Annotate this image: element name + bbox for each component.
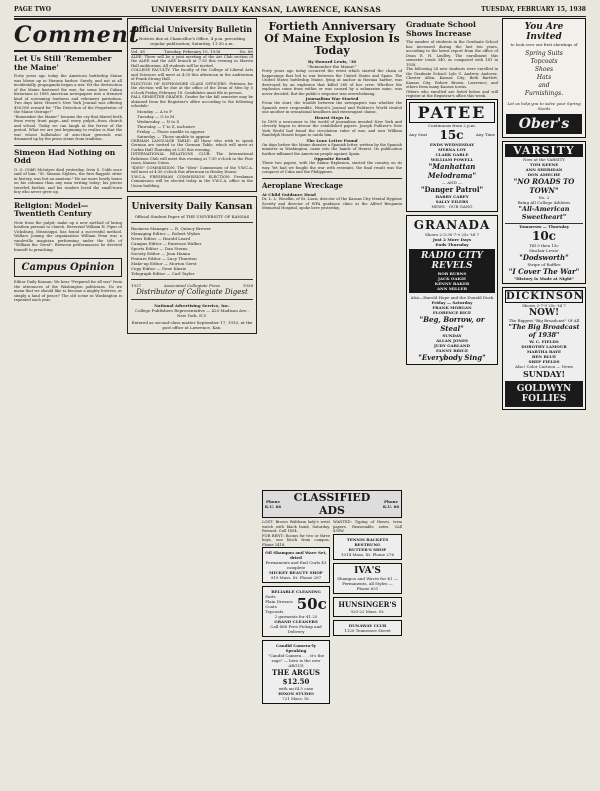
dickinson-shows: Shows 2-7-9 25c 'til 7 <box>522 303 566 308</box>
schedule-row: Saturday — Those unable to appear <box>137 133 210 139</box>
ivas-name: IVA'S <box>354 565 381 576</box>
granada-shows: Shows 2-3:30-7-9 25c 'til 7 <box>424 231 480 237</box>
granada-film-2: "Beg, Borrow, or Steal" <box>419 314 485 333</box>
patee-news: NEWS - OUR GANG <box>431 203 473 209</box>
patee-ad <box>406 99 498 212</box>
classified-title: CLASSIFIED ADS <box>293 491 371 517</box>
staff-row: Campus Editor — Emerson Walker <box>131 240 202 246</box>
candid-text: "Candid Camera . . . it's the rage" — here is the new ARGUS <box>267 653 325 668</box>
granada-star: BOB BURNS <box>437 270 467 276</box>
hunsinger-name: HUNSINGER'S <box>338 599 397 609</box>
classified-item: LOST: Brown Waltham lady's wrist watch with black band, Saturday. Reward. Call 1854. <box>262 520 330 533</box>
patee-any-seat: Any Seat <box>409 132 428 137</box>
dunaway-address: 1120 Tennessee Street <box>344 627 391 633</box>
granada-days: Just 2 More Days <box>432 236 472 242</box>
editorial-paragraph-1: Forty years ago today the American battleship Maine was blown up in Havana harbor. Surely, and not at all incidentally, propaganda began a war. Yet the destruction of the Maine hastened the war; for some later Cuban historians in 1898 American newspapers into a frenzied kind of screaming loudness and vehement patriotism. Two days later, Hearst's New York Journal was offering $50,000 reward for "The Detection of the Perpetrator of the Maine Outrage!" <box>14 74 122 114</box>
feature-subhead: Hearst Steps In <box>314 114 350 120</box>
bulletin-item: INTERNATIONAL RELATIONS CLUB: The International Relations Club will meet this evening at 7:30 o'clock in the Pine room, Kansas Union. <box>131 152 253 165</box>
grad-paragraph: The following 28 new students were enrolled in the Graduate School: Lyle G. Andrew, Andover; Chester Allen, Kansas City; Beth Bartlett, Kansas City; Robert Brown, Lawrence; and others from many Kansas towns. <box>406 67 498 89</box>
feature-paragraph: On days before the Maine disaster a Spanish letter, written by the Spanish minister in Washington, came into the hands of Hearst. Its publication further inflamed the American people against Spain. <box>262 142 402 156</box>
editorial-paragraph-3: O. O. (Odd) McIntyre died yesterday. Irvin S. Cobb once said of him: "St. Simeon Stylites, the first flagpole sitter in history, was but an amateur." He sat more lonely hours on his columns than any man writing today; his pieces traveled farther, and his readers loved the small-town boy who never grew up. <box>14 167 122 194</box>
staff-row: Copy Editor — Gene Kinzie <box>131 265 187 271</box>
staff-row: Telegraph Editor — Carl Taylor <box>131 270 195 276</box>
staff-row: Sports Editor — Dan Sterns <box>131 245 188 251</box>
candid-title: Candid Camera-ly Speaking <box>276 643 316 653</box>
patee-price: 15c <box>439 127 464 142</box>
classified-item: WANTED: Typing of theses, term papers. Reasonable rates. Call 839W. <box>333 520 402 533</box>
cleaning-item: Coats <box>265 604 277 609</box>
shampoo-shop: MICKEY BEAUTY SHOP <box>269 570 323 575</box>
varsity-no: No. 2 <box>538 195 550 200</box>
obers-help: Let us help you to solve your Spring Needs <box>507 101 581 111</box>
staff-row: Make-up Editor — Morton Gerst <box>131 260 197 266</box>
editorial-headline-2: Simeon Had Nothing on Odd <box>14 147 116 165</box>
obers-item: Hats <box>536 74 552 81</box>
cleaning-item: Topcoats <box>265 609 284 614</box>
granada-film: RADIO CITY REVELS <box>421 250 483 271</box>
obers-item: and <box>538 82 550 89</box>
patee-film: "Manhattan Melodrama" <box>427 161 477 180</box>
varsity-star: TOM KEENE <box>529 162 559 167</box>
issue-number: No. 88 <box>239 48 253 54</box>
patee-film-2: "Danger Patrol" <box>420 184 484 194</box>
obers-item: Topcoats <box>530 58 558 65</box>
dickinson-also: Also! Color Cartoon — News <box>514 364 574 369</box>
varsity-author: Sinclair Lewis' <box>529 248 559 253</box>
patee-star: CLARK GABLE <box>435 151 469 157</box>
dickinson-film: "The Big Broadcast of 1938" <box>508 323 580 339</box>
classified-left <box>262 520 330 707</box>
phone-label: Phone <box>265 499 281 504</box>
postal-entry: Entered as second-class matter September 17, 1910, at the post office at Lawrence, Kan. <box>131 319 253 330</box>
campus-opinion-box <box>14 258 122 277</box>
bulletin-item: Y.W.C.A. FRESHMAN COMMISSION ELECTION: Freshman Commission will be elected today in the Y.W.C.A. office in the Union building. <box>131 174 253 188</box>
dickinson-star: SHEP FIELDS <box>528 359 560 364</box>
feature-subhead: Opposite Result <box>314 156 350 161</box>
bulletin-date: Tuesday, February 15, 1938 <box>163 48 221 54</box>
varsity-film-3: "Dodsworth" <box>519 253 569 262</box>
feature-column <box>262 18 402 488</box>
shampoo-title: Oil Shampoo and Wave Set, dried <box>265 550 327 560</box>
patee-star-2: SALLY EILERS <box>435 198 469 204</box>
varsity-name: VARSITY <box>505 144 583 157</box>
bulletin-volume-line <box>131 48 253 55</box>
staff-subtitle: Official Student Paper of THE UNIVERSITY OF KANSAS <box>134 213 250 219</box>
stripe-label: Stripe of Ruffles <box>527 262 561 267</box>
sunday-film: "Everybody Sing" <box>418 352 486 362</box>
editorial-headline-3: Religion: Model—Twentieth Century <box>14 200 92 218</box>
phone-number: K.U. 66 <box>264 504 282 509</box>
staff-row: Managing Editor — Robert Wykes <box>131 230 201 236</box>
ivas-text: Shampoo and Waves for $1 — Permanents, all Styles — Phone 631 <box>337 575 398 591</box>
dickinson-now: NOW! <box>528 308 560 318</box>
classified-item: FOR RENT: Rooms for two or three boys, one block from campus. Phone 2418. <box>262 533 330 547</box>
obers-logo: Ober's <box>506 114 582 134</box>
varsity-star: ANN SHERIDAN <box>525 167 563 172</box>
invite-title: You Are Invited <box>524 22 564 42</box>
schedule-row: Wednesday — N to S <box>137 118 180 124</box>
feature-subhead: Journalism War Started <box>305 96 359 101</box>
ivas-ad <box>333 563 402 594</box>
cleaning-title: RELIABLE CLEANING <box>271 589 321 594</box>
varsity-now: Now at the VARSITY <box>523 157 565 162</box>
shampoo-address: 919 Mass. St. Phone 287 <box>270 575 322 580</box>
classified-columns <box>262 520 402 707</box>
granada-name: GRANADA <box>413 217 491 232</box>
feature-paragraph: From the start, the trouble between the newspapers was whether the Spanish were responsible. Hearst's Journal and Pulitzer's World rivaled one another in sensational headlines and extravagant claims. <box>262 101 402 114</box>
feature-byline: By Howard Lewis, '38 <box>307 59 357 64</box>
varsity-film: "NO ROADS TO TOWN" <box>513 177 575 195</box>
patee-star: WILLIAM POWELL <box>430 156 474 162</box>
granada-ends: Ends Thursday <box>435 241 469 247</box>
varsity-tonight: Tomorrow — Thursday <box>505 223 583 229</box>
shampoo-ad <box>262 547 330 583</box>
national-advertising: National Advertising Service, Inc. <box>154 302 230 308</box>
staff-row: News Editor — Harold Leard <box>131 235 191 241</box>
classified-section <box>262 490 402 786</box>
staff-row: Society Editor — Jean Hanna <box>131 250 191 256</box>
cleaning-ad <box>262 586 330 637</box>
patee-star: MYRNA LOY <box>438 146 466 152</box>
feature-headline: Fortieth Anniversary Of Maine Explosion Is Today <box>264 20 400 57</box>
cinema-column <box>406 18 498 788</box>
granada-sunday: SUNDAY <box>442 332 462 338</box>
phone-label: Phone <box>383 499 399 504</box>
dickinson-text: The Biggest "Big Broadcast" Of All <box>508 318 580 323</box>
varsity-film-2: "All-American Sweetheart" <box>518 205 570 221</box>
feature-paragraph: In 1895 a newcomer to the world of journalism invaded New York and cleverly began to devour the established papers. Joseph Pulitzer's New York World had found the circulation value of war, and now William Randolph Hearst began to outdo him. <box>262 119 402 137</box>
obers-item: Shoes <box>534 66 554 73</box>
varsity-ad <box>502 141 586 284</box>
granada-star: JACK OAKIE <box>437 275 467 281</box>
staff-row: Feature Editor — Lucy Thurston <box>131 255 197 261</box>
varsity-star: DON AMECHE <box>527 172 561 177</box>
bulletin-notice: Notices due at Chancellor's Office, 4 p.m. preceding regular publication; Saturday, 11:30 a.m. <box>138 35 246 46</box>
bulletin-item: "IDEN" COMMISSION: The "Iden" Commission of the Y.W.C.A. will meet at 4:30 o'clock this afternoon in Henley House. <box>131 165 253 174</box>
divider <box>14 198 122 199</box>
bulletin-item: GERMAN LANGUAGE TABLE: All those who wish to speak German are invited to the German Table, which will meet at Corbin Hall Thursday at 5:30 this evening. <box>131 138 253 152</box>
goldwyn-follies: GOLDWYN FOLLIES <box>505 381 583 407</box>
bulletin-item: COLLEGE FACULTY: The faculty of the College of Liberal Arts and Sciences will meet at 4:30 this afternoon in the auditorium of Frank Strong Hall. <box>131 68 253 81</box>
dickinson-star: W. C. FIELDS <box>529 339 559 344</box>
divider <box>262 178 402 179</box>
varsity-till: Till 9 then 15c <box>529 243 559 248</box>
phone-number: K.U. 66 <box>382 504 400 509</box>
volume: Vol. 38 <box>131 48 145 54</box>
classified-right <box>333 520 402 707</box>
hixon-studio: HIXON STUDIO <box>278 691 314 696</box>
cleaning-items <box>265 594 293 614</box>
grad-paragraph: The number of students in the Graduate School has increased during the last ten years, according to the latest report from the office of Dean E. H. Lindley. The enrollment this semester totals 340, as compared with 181 in 1928. <box>406 40 498 67</box>
campus-opinion-text: Editor Daily Kansan: We hear "Prepared for all war" from the utterances of the Washington politicians. Do we mean that we should like to become a mighty fortress, or simply a land of peace? The old scene in Washington is repeated each year. <box>14 280 122 302</box>
patee-ends: ENDS WEDNESDAY <box>429 141 475 147</box>
cleaning-item: Plain Dresses <box>265 599 293 604</box>
staff-title: University Daily Kansan <box>131 202 253 212</box>
history-film: "History Is Made at Night" <box>514 276 574 281</box>
page-label: PAGE TWO <box>14 5 51 13</box>
argus-name: THE ARGUS <box>272 668 320 677</box>
granada-sub: Also—Harold Hope and the Donald Duck <box>410 294 494 300</box>
dickinson-star: BEN BLUE <box>532 354 556 359</box>
bulletin-column <box>127 18 257 788</box>
issue-date: TUESDAY, FEBRUARY 15, 1938 <box>481 5 586 13</box>
schedule-row: Thursday — T to Z, inclusive <box>137 123 195 129</box>
dickinson-sunday: SUNDAY! <box>522 369 566 379</box>
patee-any-time: Any Time <box>475 132 495 137</box>
granada-feature-box <box>409 249 495 293</box>
argus-price: $12.50 <box>282 677 310 686</box>
obers-item: Furnishings. <box>524 90 564 97</box>
argus-ad <box>262 640 330 704</box>
staff-row: Business Manager — R. Quincy Brewer <box>131 225 211 231</box>
right-ads-column <box>502 18 586 788</box>
invite-text: to look over our first showings of <box>510 42 578 47</box>
sunday-cast: FANNY BRICE <box>435 347 469 353</box>
bulletin-box <box>127 18 257 192</box>
comment-banner <box>14 18 140 52</box>
tennis-title: TENNIS RACKETS RESTRUNG <box>346 536 389 547</box>
phone-box-left <box>263 499 283 509</box>
aeroplane-headline: Aeroplane Wreckage <box>262 180 343 190</box>
dickinson-name: DICKINSON <box>506 291 584 302</box>
paper-name: UNIVERSITY DAILY KANSAN, LAWRENCE, KANSAS <box>150 4 382 14</box>
feature-subhead: "Remember the Maine!" <box>307 64 357 69</box>
feature-paragraph: Forty years ago today occurred the event which started the chain of happenings that led to war between the United States and Spain. The United States battleship Maine, lying at anchor in Havana harbor, was destroyed by an explosion that killed 260 of her crew. Whether the explosion came from within or was caused by a submarine mine, was never decided. But the public's response was overwhelming. <box>262 69 402 96</box>
cleaning-item: Suits <box>265 594 276 599</box>
grand-cleaners: GRAND CLEANERS <box>274 619 318 624</box>
year-right: 1938 <box>242 282 253 288</box>
tennis-shop: RUTTER'S SHOP <box>348 546 387 552</box>
aeroplane-subhead: At Child Guidance Head <box>262 192 316 197</box>
patee-price-row <box>409 128 495 142</box>
national-advertising-sub: College Publishers Representative — 420 Madison Ave., New York, N.Y. <box>135 307 249 318</box>
masthead <box>14 2 586 17</box>
bulletin-item: ELECTION OF SOPHOMORE CLASS OFFICERS: Petitions for the election will be due at the office of the Dean of Men by 5 o'clock Friday, February 18. Candidates must file in person. <box>131 81 253 95</box>
bulletin-title: Official University Bulletin <box>131 24 253 34</box>
press-member: Associated Collegiate Press <box>163 282 221 288</box>
dickinson-star: DOROTHY LAMOUR <box>521 344 567 349</box>
campus-opinion-title: Campus Opinion <box>21 262 115 273</box>
granada-friday: Friday — Saturday <box>431 299 473 305</box>
patee-continuous: Continuous from 2 p.m. <box>428 122 476 128</box>
obers-ad <box>502 18 586 138</box>
digest-line: Distributor of Collegiate Digest <box>136 287 248 296</box>
shampoo-subtitle: Permanents and End Curls $3 complete <box>265 560 327 570</box>
patee-star-2: HARRY CAREY <box>435 193 469 199</box>
varsity-sub: Bring All College Athletes <box>517 200 571 205</box>
stripe-film: "I Cover The War" <box>508 267 580 276</box>
feature-subhead: The Lone Letter Found <box>306 137 358 143</box>
sunday-cast: ALLAN JONES <box>436 337 468 343</box>
tennis-ad <box>333 534 402 560</box>
cleaning-price: 50c <box>296 595 327 613</box>
grand-phone: Call 488 Free Pickup and Delivery <box>270 624 322 634</box>
grad-headline: Graduate School Shows Increase <box>406 20 476 38</box>
hixon-address: 721 Mass. St. <box>282 696 310 701</box>
year-left: 1937 <box>131 282 142 288</box>
dickinson-star: MARTHA RAYE <box>526 349 562 354</box>
hunsinger-address: 920-22 Mass. St. <box>350 608 385 614</box>
editorial-paragraph-2: "Remember the Maine!" became the cry that blared forth from every front page—and every pulpit—from church and school. Today we can laugh at the fervor of the period. What we are just beginning to realize is that the war whose hullabaloo of arm-chair generals was drummed up by the press stems from tradition. <box>14 114 122 141</box>
divider <box>131 279 253 280</box>
sunday-cast: JUDY GARLAND <box>434 342 470 348</box>
grad-paragraph: Others who enrolled are listed below and will register at the Registrar's office this week. <box>406 89 498 98</box>
staff-box <box>127 196 257 334</box>
granada-star: KENNY BAKER <box>434 280 470 286</box>
schedule-row: Friday — Those unable to appear <box>137 128 205 134</box>
tennis-address: 1014 Mass. St. Phone 276 <box>341 551 394 557</box>
comment-title: Comment <box>14 22 140 48</box>
cleaning-body <box>265 594 327 614</box>
cleaning-deal: 2 garments for $1.25 <box>274 614 318 619</box>
aeroplane-paragraph: Dr. L. L. Woodlin, of St. Louis, director of the Kansas City Mental Hygiene Society and director of WPA guidance clinic at the Alfred Benjamin Memorial Hospital, spoke here yesterday. <box>262 197 402 210</box>
grade-schedule <box>131 109 253 139</box>
bulletin-item: FALL SEMESTER GRADES: Grades for the fall semester may be obtained from the Registrar's office according to the following schedule: <box>131 95 253 108</box>
bulletin-item: ALEE: There will be a joint meeting of the Art Club section of the ALEE and the ASE branch at 7:30 this evening in Marvin Hall auditorium. All students will be invited. <box>131 54 253 68</box>
patee-name: PATEE <box>409 102 495 123</box>
dunaway-name: DUNAWAY CLUB <box>348 622 387 628</box>
divider <box>131 299 253 300</box>
granada-cast-2: FRANK MORGAN <box>432 304 472 310</box>
classified-header <box>262 490 402 518</box>
editorial-headline-1: Let Us Still 'Remember the Maine' <box>14 54 112 72</box>
granada-ad <box>406 215 498 365</box>
argus-sub: with an f4.5 case <box>278 686 314 691</box>
phone-box-right <box>381 499 401 509</box>
schedule-row: Tuesday — G to M <box>137 113 175 119</box>
granada-star: ANN MILLER <box>436 285 468 291</box>
divider <box>131 222 253 223</box>
patee-and: — AND — <box>441 179 463 185</box>
obers-item: Spring Suits <box>525 50 563 57</box>
staff-list <box>131 226 253 276</box>
editorial-paragraph-4: Note from the pulpit: make up a new method of luring heathen persons to church. Reverend William H. Piper of Vicksburg, Mississippi, has found a successful method. Wallace joining the organization William Penn was a vaudeville magician performing under the title of "William the Great". Between performances he devoted himself to preaching. <box>14 220 122 252</box>
obers-items <box>506 50 582 98</box>
feature-paragraph: These two papers, with the Maine Explosion, started the country on its way. Yet had we fought the war with restraint, the final result was the conquest of Cuba and the Philippines. <box>262 161 402 174</box>
hunsinger-ad <box>333 597 402 617</box>
divider <box>14 145 122 146</box>
granada-cast-2: FLORENCE RICE <box>432 309 472 315</box>
dickinson-ad <box>502 287 586 410</box>
varsity-price: 10c <box>531 229 556 243</box>
dunaway-ad <box>333 620 402 636</box>
schedule-row: Monday — A to F <box>137 108 173 114</box>
